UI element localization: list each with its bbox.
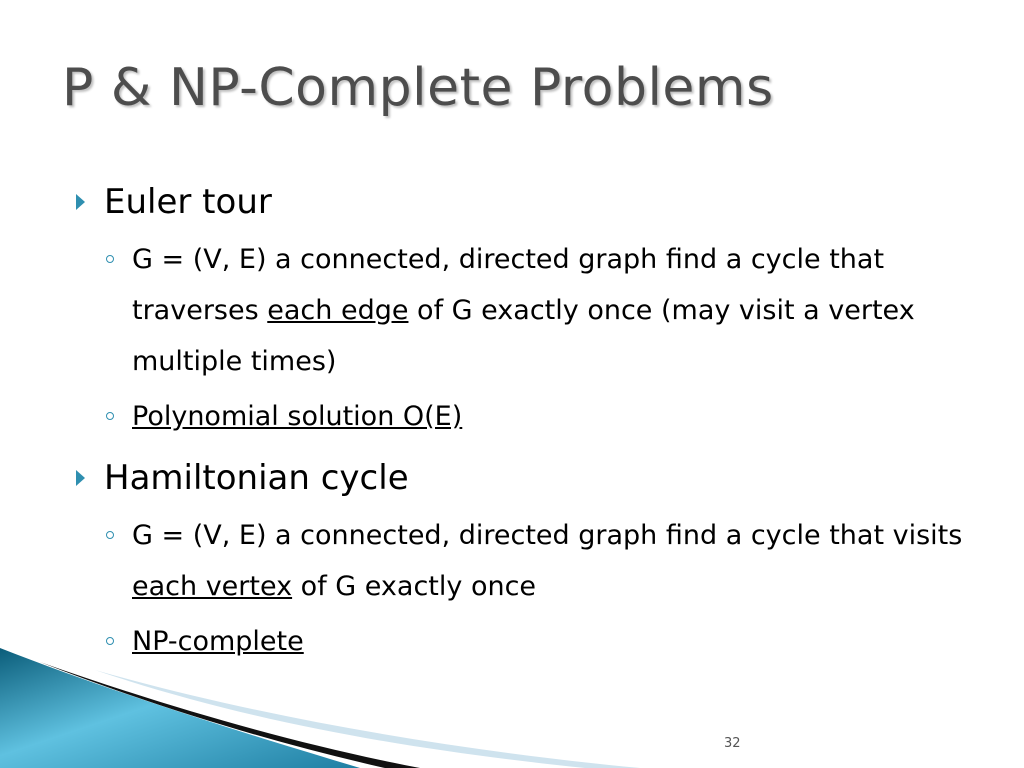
bullet-euler-tour [74,180,974,224]
slide-title: P & NP-Complete Problems [62,58,774,118]
page-number: 32 [724,736,741,751]
euler-definition-pre: G = (V, E) a connected, directed graph find a cycle that traverses [132,244,885,326]
hamiltonian-complexity: NP-complete [132,626,304,657]
slide-body [74,180,974,671]
heading-hamiltonian-cycle: Hamiltonian cycle [104,458,409,498]
triangle-bullet-icon [76,470,85,486]
euler-definition-emphasis: each edge [267,295,409,326]
circle-bullet-icon [106,255,114,263]
sub-bullet-euler-definition [74,234,974,387]
euler-complexity: Polynomial solution O(E) [132,401,463,432]
bullet-hamiltonian-cycle [74,456,974,500]
circle-bullet-icon [106,412,114,420]
corner-swoosh-decoration [0,640,1024,768]
sub-bullet-hamiltonian-definition [74,510,974,612]
sub-bullet-euler-complexity [74,391,974,442]
euler-definition-post: of G exactly once (may visit a vertex multiple times) [132,295,915,377]
hamiltonian-definition-emphasis: each vertex [132,571,293,602]
triangle-bullet-icon [76,194,85,210]
hamiltonian-definition-pre: G = (V, E) a connected, directed graph find a cycle that visits [132,520,963,551]
hamiltonian-definition-post: of G exactly once [292,571,537,602]
circle-bullet-icon [106,531,114,539]
heading-euler-tour: Euler tour [104,182,272,222]
